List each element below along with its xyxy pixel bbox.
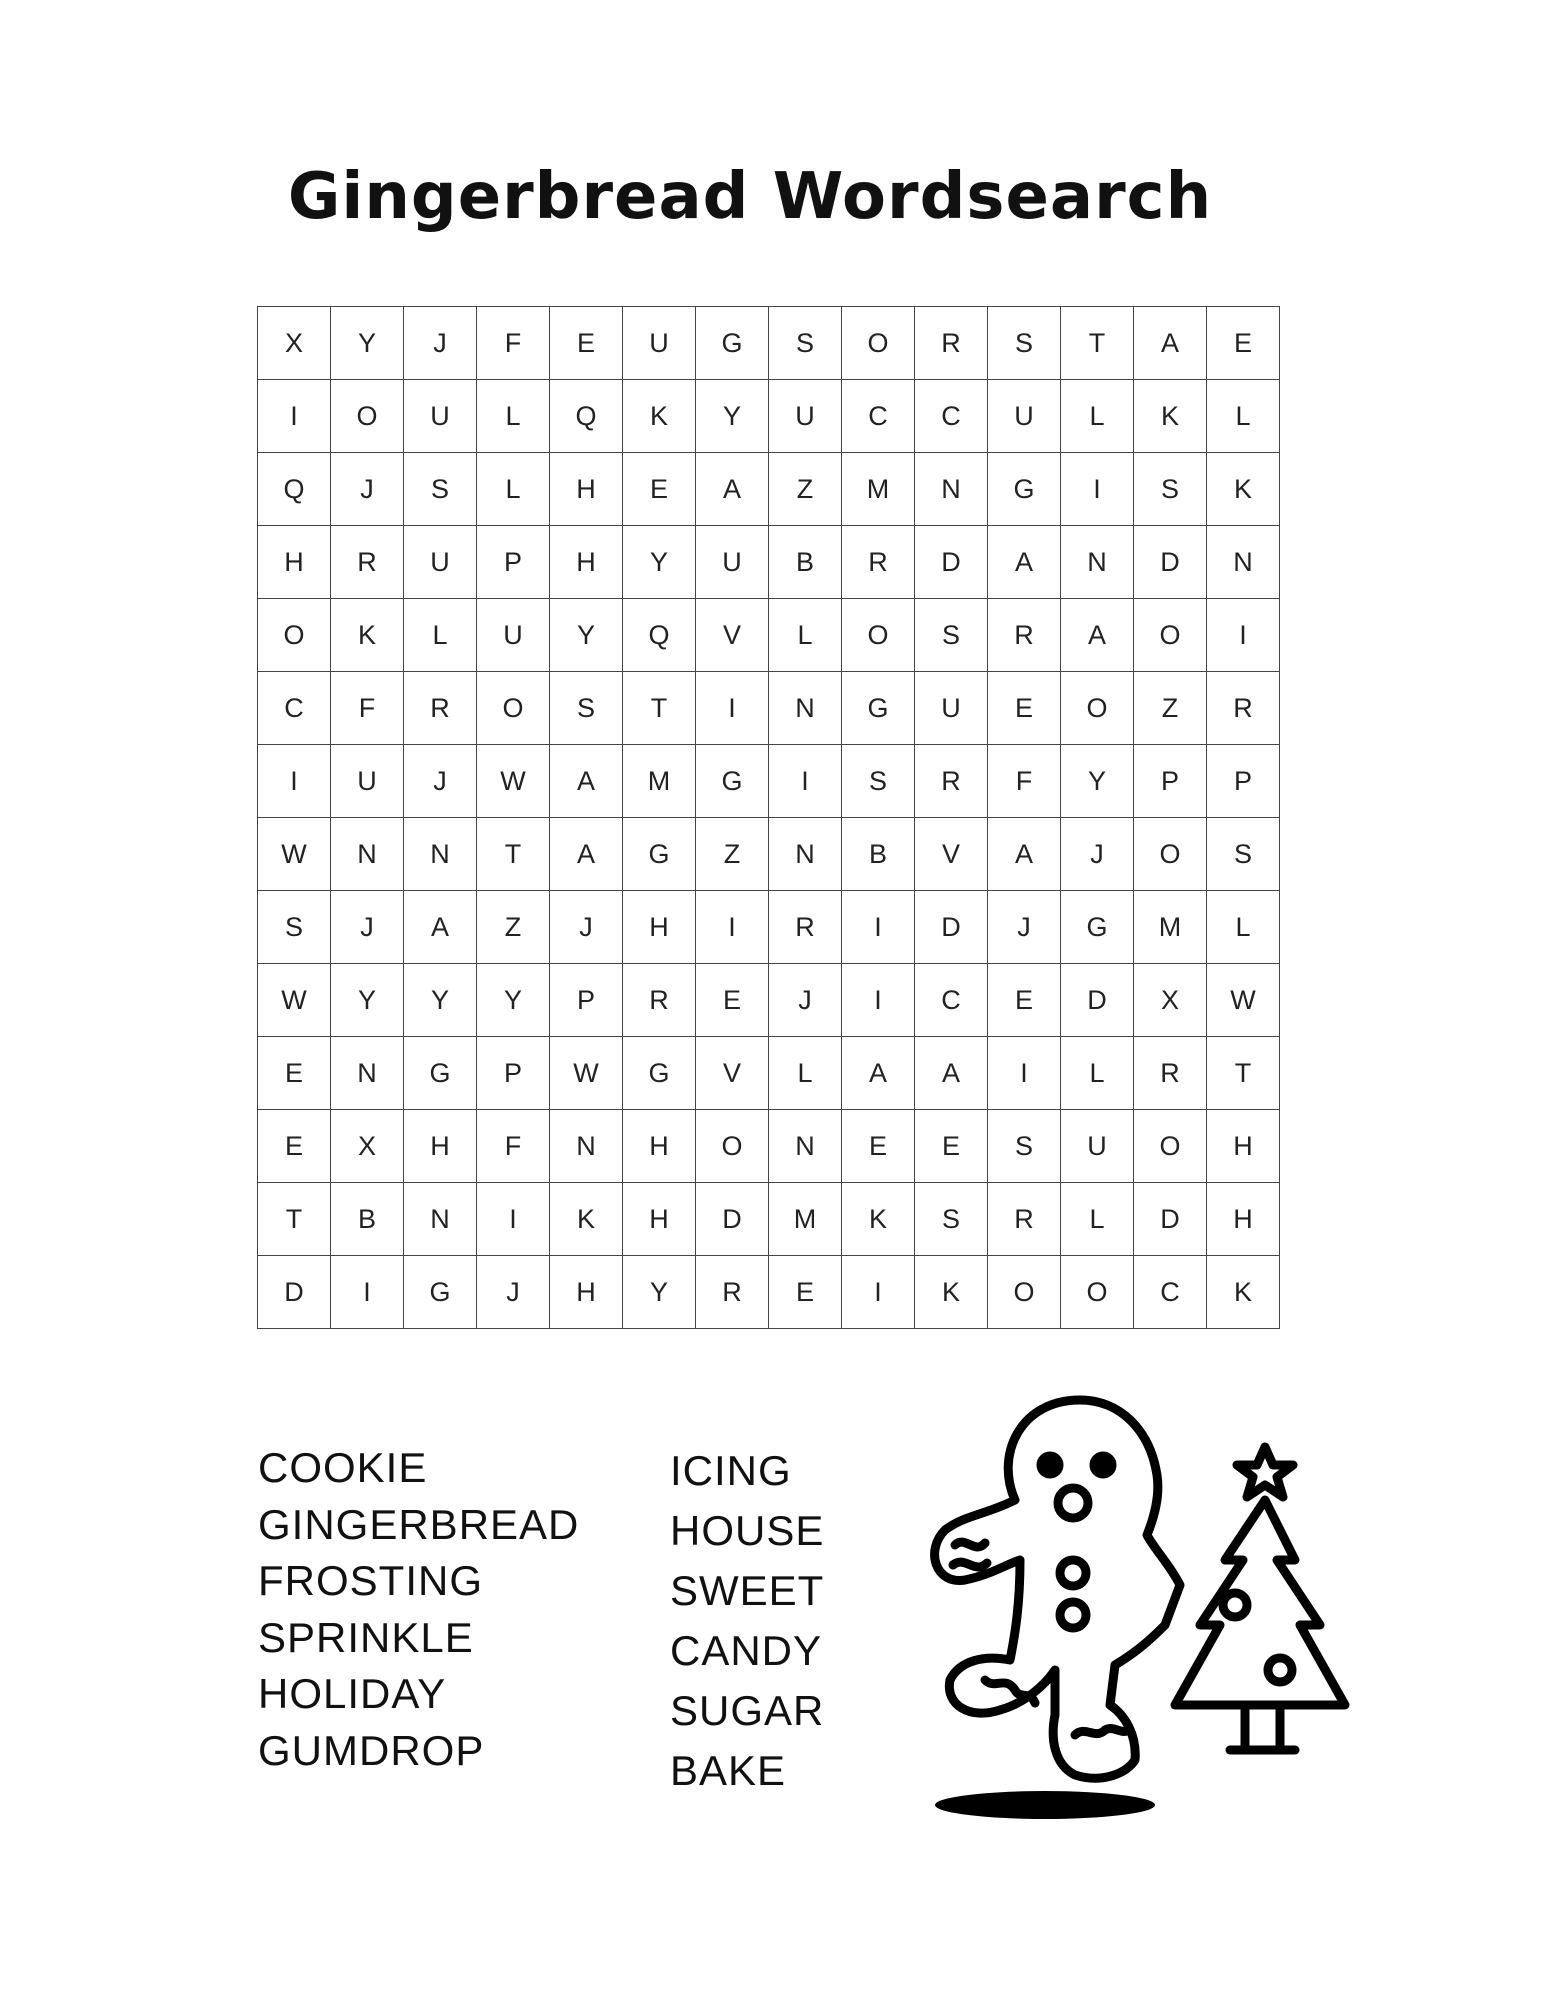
grid-cell: J [988,891,1061,964]
grid-cell: L [1061,1183,1134,1256]
word-list-item: GUMDROP [258,1726,485,1774]
grid-cell: I [258,380,331,453]
grid-cell: M [842,453,915,526]
grid-cell: F [477,307,550,380]
grid-cell: Y [550,599,623,672]
grid-cell: P [477,1037,550,1110]
grid-cell: Y [696,380,769,453]
grid-cell: W [258,818,331,891]
grid-cell: K [842,1183,915,1256]
grid-cell: Y [1061,745,1134,818]
grid-cell: E [696,964,769,1037]
word-list-item: HOLIDAY [258,1670,447,1717]
grid-cell: E [988,964,1061,1037]
grid-cell: H [623,1183,696,1256]
grid-cell: S [550,672,623,745]
grid-cell: A [915,1037,988,1110]
grid-cell: S [769,307,842,380]
grid-cell: T [477,818,550,891]
grid-cell: S [842,745,915,818]
grid-cell: I [477,1183,550,1256]
grid-cell: L [477,380,550,453]
grid-cell: I [842,964,915,1037]
grid-cell: Y [477,964,550,1037]
grid-cell: R [696,1256,769,1329]
grid-cell: O [696,1110,769,1183]
grid-cell: A [1134,307,1207,380]
grid-cell: O [1134,1110,1207,1183]
grid-cell: G [842,672,915,745]
grid-cell: N [1207,526,1280,599]
grid-cell: N [404,1183,477,1256]
grid-cell: G [1061,891,1134,964]
grid-cell: E [258,1110,331,1183]
word-list-item: SPRINKLE [258,1613,474,1661]
word-list-item: ICING [670,1447,792,1494]
grid-cell: K [623,380,696,453]
grid-cell: Q [623,599,696,672]
grid-cell: K [1207,1256,1280,1329]
word-list-item: COOKIE [258,1444,428,1491]
grid-cell: D [915,526,988,599]
grid-cell: G [404,1256,477,1329]
grid-cell: A [988,818,1061,891]
grid-cell: F [331,672,404,745]
grid-cell: O [331,380,404,453]
grid-cell: D [1134,1183,1207,1256]
grid-cell: F [477,1110,550,1183]
grid-cell: B [842,818,915,891]
grid-cell: O [1134,818,1207,891]
grid-cell: H [623,1110,696,1183]
word-list-item: FROSTING [258,1557,483,1604]
grid-cell: V [696,599,769,672]
grid-cell: O [1061,1256,1134,1329]
grid-cell: A [1061,599,1134,672]
grid-cell: U [988,380,1061,453]
grid-cell: H [550,1256,623,1329]
grid-cell: I [258,745,331,818]
grid-cell: L [1061,1037,1134,1110]
grid-cell: S [988,307,1061,380]
grid-cell: U [404,380,477,453]
grid-cell: G [988,453,1061,526]
grid-cell: M [623,745,696,818]
grid-cell: C [915,380,988,453]
grid-cell: B [769,526,842,599]
grid-cell: T [1207,1037,1280,1110]
grid-cell: Y [404,964,477,1037]
grid-cell: H [623,891,696,964]
grid-cell: R [769,891,842,964]
grid-cell: J [331,891,404,964]
grid-cell: M [769,1183,842,1256]
grid-cell: N [769,672,842,745]
word-list-item: BAKE [670,1747,787,1794]
grid-cell: D [258,1256,331,1329]
grid-cell: S [915,1183,988,1256]
grid-cell: K [331,599,404,672]
christmas-tree-icon [1175,1447,1345,1750]
grid-cell: A [404,891,477,964]
grid-cell: H [258,526,331,599]
word-list-item: HOUSE [670,1507,825,1554]
grid-cell: U [404,526,477,599]
grid-cell: P [477,526,550,599]
grid-cell: J [331,453,404,526]
gingerbread-man-icon [935,1400,1180,1778]
grid-cell: E [769,1256,842,1329]
grid-cell: H [550,526,623,599]
grid-cell: J [550,891,623,964]
grid-cell: J [769,964,842,1037]
grid-cell: W [477,745,550,818]
grid-cell: S [988,1110,1061,1183]
grid-cell: N [1061,526,1134,599]
grid-cell: S [404,453,477,526]
grid-cell: E [623,453,696,526]
grid-cell: Z [1134,672,1207,745]
grid-cell: C [915,964,988,1037]
grid-cell: Y [623,526,696,599]
grid-cell: S [1134,453,1207,526]
grid-cell: Q [550,380,623,453]
grid-cell: O [1061,672,1134,745]
word-list-item: GINGERBREAD [258,1500,580,1548]
word-list-item: SUGAR [670,1687,825,1734]
grid-cell: G [623,818,696,891]
grid-cell: C [842,380,915,453]
grid-cell: R [915,307,988,380]
grid-cell: O [258,599,331,672]
grid-cell: J [404,307,477,380]
grid-cell: T [258,1183,331,1256]
grid-cell: I [842,1256,915,1329]
grid-cell: W [258,964,331,1037]
grid-cell: K [1207,453,1280,526]
grid-cell: O [842,307,915,380]
grid-cell: E [842,1110,915,1183]
grid-cell: R [915,745,988,818]
grid-cell: A [842,1037,915,1110]
grid-cell: G [696,307,769,380]
grid-cell: R [1207,672,1280,745]
grid-cell: H [550,453,623,526]
page-title: Gingerbread Wordsearch [287,160,1213,234]
grid-cell: Z [477,891,550,964]
grid-cell: N [769,818,842,891]
grid-cell: D [915,891,988,964]
grid-cell: I [988,1037,1061,1110]
grid-cell: K [1134,380,1207,453]
grid-cell: E [915,1110,988,1183]
grid-cell: I [769,745,842,818]
grid-cell: A [550,745,623,818]
grid-cell: L [477,453,550,526]
grid-cell: D [696,1183,769,1256]
grid-cell: S [258,891,331,964]
grid-cell: H [1207,1110,1280,1183]
grid-cell: T [1061,307,1134,380]
grid-cell: L [769,599,842,672]
grid-cell: L [1061,380,1134,453]
grid-cell: R [988,1183,1061,1256]
grid-cell: G [623,1037,696,1110]
grid-cell: U [696,526,769,599]
word-list-item: SWEET [670,1567,825,1614]
grid-cell: D [1134,526,1207,599]
grid-cell: T [623,672,696,745]
grid-cell: N [550,1110,623,1183]
grid-cell: P [1207,745,1280,818]
grid-cell: A [988,526,1061,599]
grid-cell: K [915,1256,988,1329]
grid-cell: R [988,599,1061,672]
grid-cell: U [1061,1110,1134,1183]
grid-cell: N [331,1037,404,1110]
wordsearch-grid [257,306,1280,1329]
grid-cell: Y [331,964,404,1037]
grid-cell: M [1134,891,1207,964]
grid-cell: E [550,307,623,380]
grid-cell: J [477,1256,550,1329]
grid-cell: J [404,745,477,818]
grid-cell: V [915,818,988,891]
grid-cell: I [696,672,769,745]
grid-cell: Z [696,818,769,891]
grid-cell: I [331,1256,404,1329]
grid-cell: K [550,1183,623,1256]
grid-cell: G [404,1037,477,1110]
grid-cell: I [1207,599,1280,672]
grid-cell: N [915,453,988,526]
gingerbread-man-tree-illustration [925,1385,1355,1825]
grid-cell: N [404,818,477,891]
grid-cell: H [404,1110,477,1183]
grid-cell: S [1207,818,1280,891]
grid-cell: R [623,964,696,1037]
grid-cell: E [1207,307,1280,380]
grid-cell: I [842,891,915,964]
grid-cell: L [1207,891,1280,964]
grid-cell: W [550,1037,623,1110]
grid-cell: L [404,599,477,672]
grid-cell: P [550,964,623,1037]
word-list-column-1 [258,1440,579,1779]
grid-cell: R [842,526,915,599]
grid-cell: E [988,672,1061,745]
grid-cell: N [331,818,404,891]
grid-cell: Y [331,307,404,380]
grid-cell: P [1134,745,1207,818]
grid-cell: V [696,1037,769,1110]
grid-cell: Z [769,453,842,526]
grid-cell: U [623,307,696,380]
grid-cell: U [331,745,404,818]
word-list-column-2 [670,1441,824,1801]
grid-cell: I [1061,453,1134,526]
grid-cell: A [550,818,623,891]
grid-cell: C [1134,1256,1207,1329]
grid-cell: A [696,453,769,526]
grid-cell: X [331,1110,404,1183]
grid-cell: J [1061,818,1134,891]
grid-cell: L [769,1037,842,1110]
grid-cell: O [842,599,915,672]
grid-cell: O [477,672,550,745]
grid-cell: S [915,599,988,672]
grid-cell: U [477,599,550,672]
grid-cell: X [258,307,331,380]
grid-cell: F [988,745,1061,818]
grid-cell: B [331,1183,404,1256]
word-list-item: CANDY [670,1627,823,1674]
grid-cell: Y [623,1256,696,1329]
grid-cell: R [404,672,477,745]
grid-cell: R [1134,1037,1207,1110]
grid-cell: N [769,1110,842,1183]
grid-cell: R [331,526,404,599]
grid-cell: O [1134,599,1207,672]
grid-cell: H [1207,1183,1280,1256]
grid-cell: L [1207,380,1280,453]
grid-cell: U [915,672,988,745]
grid-cell: G [696,745,769,818]
grid-cell: W [1207,964,1280,1037]
grid-cell: E [258,1037,331,1110]
grid-cell: I [696,891,769,964]
grid-cell: C [258,672,331,745]
grid-cell: X [1134,964,1207,1037]
grid-cell: Q [258,453,331,526]
grid-cell: U [769,380,842,453]
grid-cell: O [988,1256,1061,1329]
grid-cell: D [1061,964,1134,1037]
